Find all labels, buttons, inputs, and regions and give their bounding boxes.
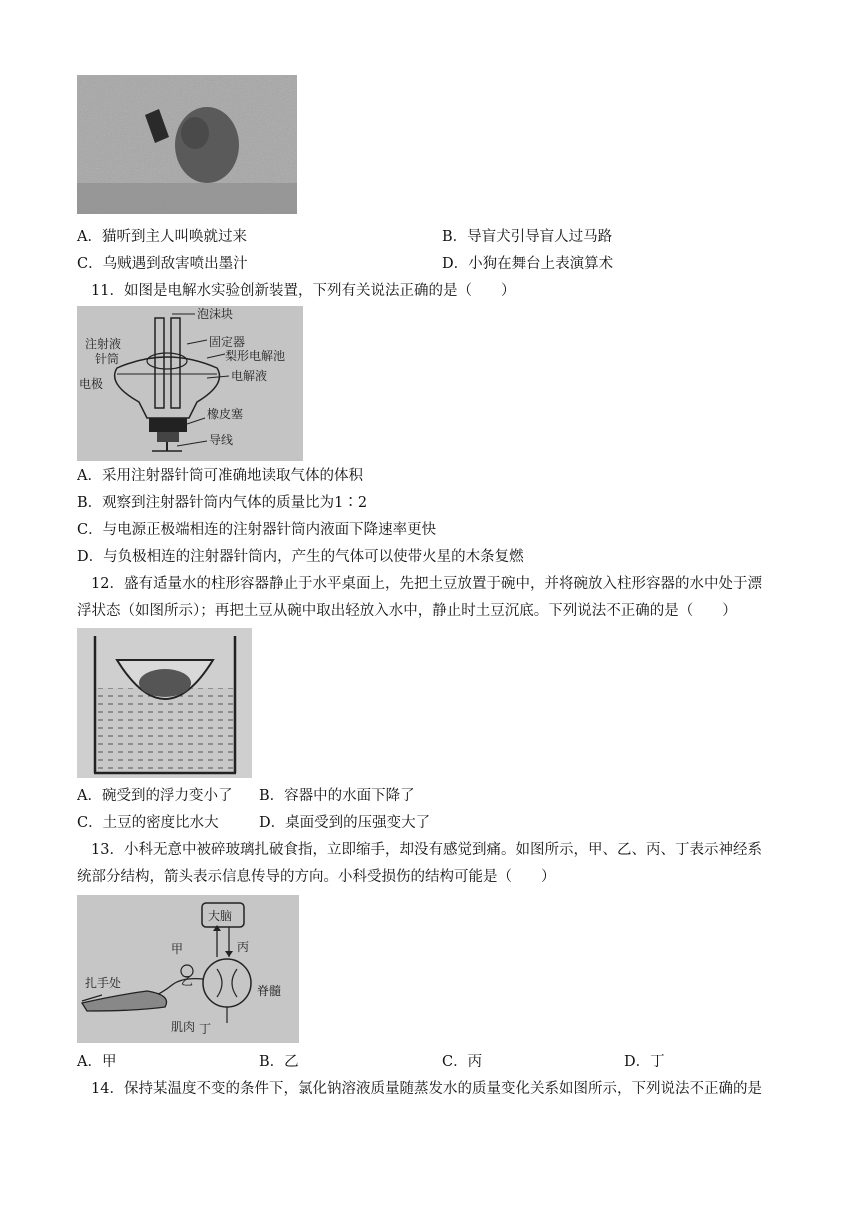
q13-option-d: D．丁 xyxy=(624,1054,665,1070)
q11-option-d: D．与负极相连的注射器针筒内，产生的气体可以使带火星的木条复燃 xyxy=(77,549,524,565)
dog-shape xyxy=(175,107,239,183)
q13-stem-line1: 13．小科无意中被碎玻璃扎破食指，立即缩手，却没有感觉到痛。如图所示，甲、乙、丙、丁表示神经系 xyxy=(91,842,762,858)
water-shape xyxy=(95,688,235,772)
q11-stem: 11．如图是电解水实验创新装置，下列有关说法正确的是（ ） xyxy=(91,283,516,299)
q14-stem-line1: 14．保持某温度不变的条件下，氯化钠溶液质量随蒸发水的质量变化关系如图所示，下列说法不正确的是 xyxy=(91,1081,762,1097)
question-13-figure xyxy=(77,895,299,1043)
question-11-figure xyxy=(77,306,303,461)
question-12-figure xyxy=(77,628,252,778)
label-ding: 丁 xyxy=(199,1022,212,1036)
label-cell: 梨形电解池 xyxy=(225,349,286,363)
q13-stem-line2: 统部分结构，箭头表示信息传导的方向。小科受损伤的结构可能是（ ） xyxy=(77,869,556,885)
potato-shape xyxy=(139,669,191,697)
q11-option-c: C．与电源正极端相连的注射器针筒内液面下降速率更快 xyxy=(77,522,437,538)
label-syringe-1: 注射液 xyxy=(85,337,122,351)
q12-option-b: B．容器中的水面下降了 xyxy=(259,788,415,804)
q13-option-a: A．甲 xyxy=(77,1054,117,1070)
q10-option-b: B．导盲犬引导盲人过马路 xyxy=(442,229,613,245)
label-holder: 固定器 xyxy=(209,335,246,349)
q12-stem-line2: 浮状态（如图所示）；再把土豆从碗中取出轻放入水中，静止时土豆沉底。下列说法不正确的是（ ） xyxy=(77,603,737,619)
q13-option-c: C．丙 xyxy=(442,1054,483,1070)
label-stopper: 橡皮塞 xyxy=(207,407,244,421)
q12-option-d: D．桌面受到的压强变大了 xyxy=(259,815,431,831)
label-electrolyte: 电解液 xyxy=(231,369,268,383)
label-muscle: 肌肉 xyxy=(171,1020,196,1034)
label-prick: 扎手处 xyxy=(85,976,122,990)
label-brain: 大脑 xyxy=(208,909,233,923)
label-foam: 泡沫块 xyxy=(197,307,234,321)
q13-option-b: B．乙 xyxy=(259,1054,299,1070)
q10-option-d: D．小狗在舞台上表演算术 xyxy=(442,256,614,272)
label-syringe-2: 针筒 xyxy=(95,352,120,366)
q11-option-b: B．观察到注射器针筒内气体的质量比为1∶2 xyxy=(77,495,368,511)
q10-option-a: A．猫听到主人叫唤就过来 xyxy=(77,229,247,245)
q12-option-a: A．碗受到的浮力变小了 xyxy=(77,788,233,804)
label-bing: 丙 xyxy=(237,940,250,954)
label-jia: 甲 xyxy=(171,942,184,956)
label-yi: 乙 xyxy=(181,974,194,988)
q12-stem-line1: 12．盛有适量水的柱形容器静止于水平桌面上，先把土豆放置于碗中，并将碗放入柱形容器的水中处于漂 xyxy=(91,576,762,592)
q10-option-c: C．乌贼遇到敌害喷出墨汁 xyxy=(77,256,248,272)
label-spinal: 脊髓 xyxy=(257,984,282,998)
q12-option-c: C．土豆的密度比水大 xyxy=(77,815,219,831)
label-electrode: 电极 xyxy=(79,377,104,391)
q11-option-a: A．采用注射器针筒可准确地读取气体的体积 xyxy=(77,468,363,484)
label-wire: 导线 xyxy=(209,433,234,447)
question-10-figure xyxy=(77,75,297,214)
